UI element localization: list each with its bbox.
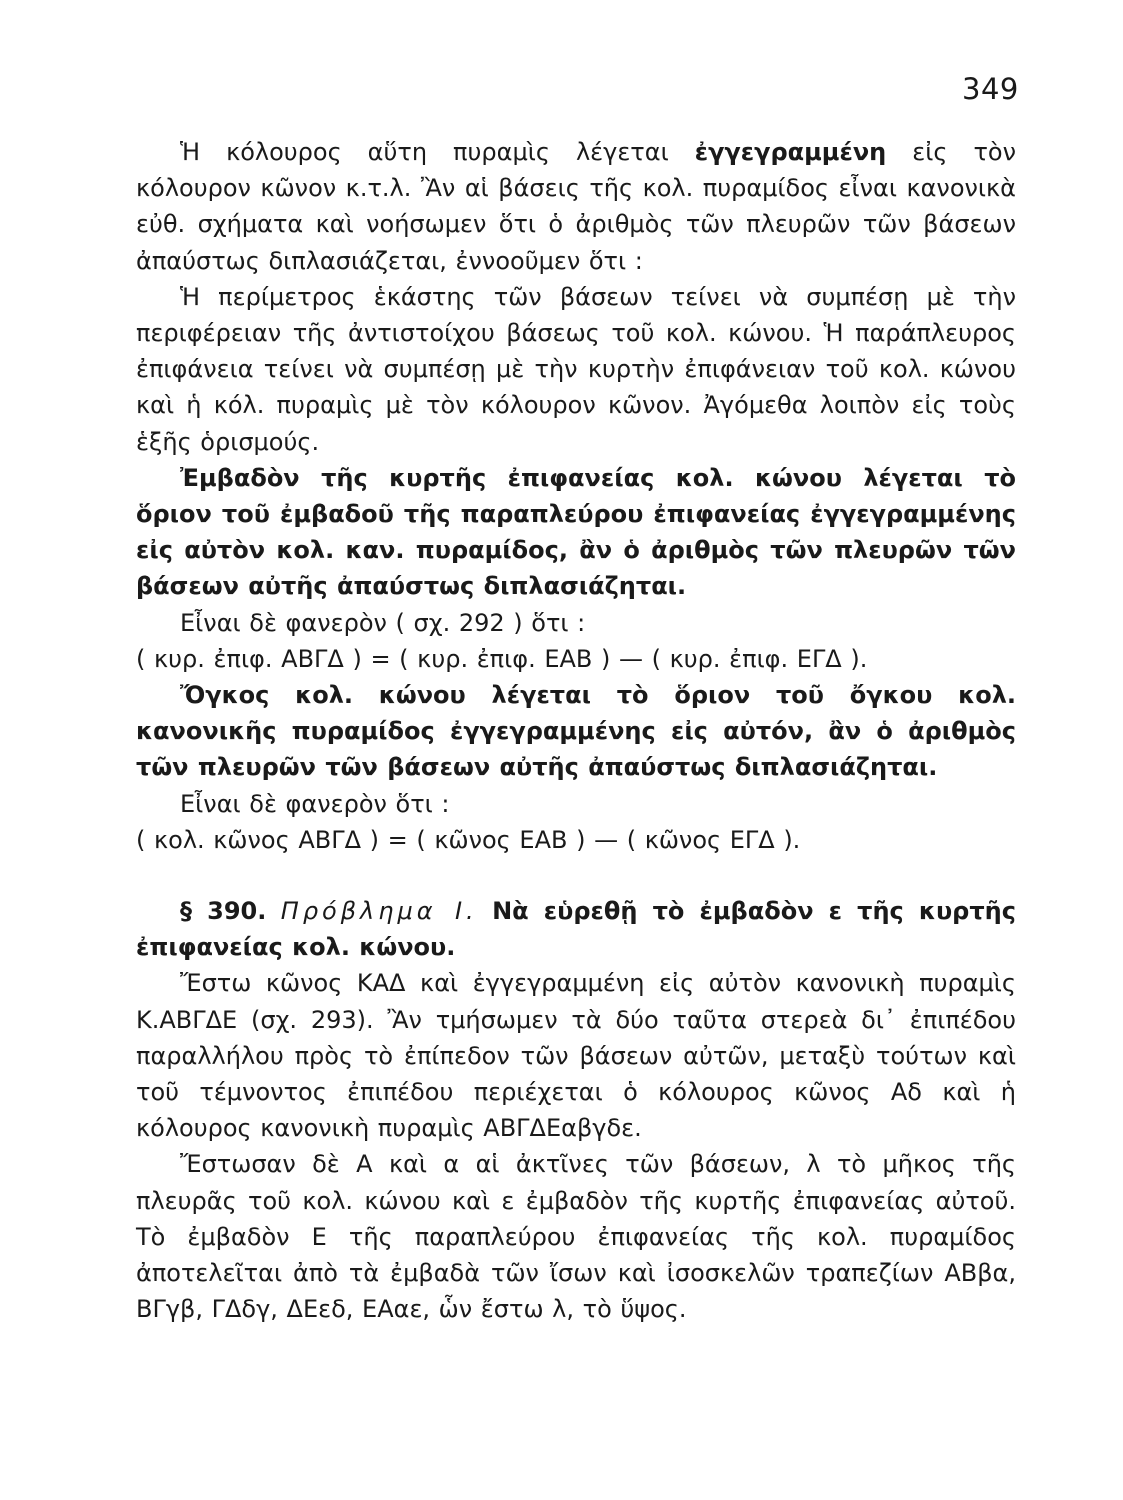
definition-lateral-surface: Ἐμβαδὸν τῆς κυρτῆς ἐπιφανείας κολ. κώνου λέγεται τὸ ὅριον τοῦ ἐμβαδοῦ τῆς παραπλεύρου ἐπιφανείας ἐγγεγραμμένης εἰς αὐτὸν κολ. καν. πυραμίδος, ἂν ὁ ἀριθμὸς τῶν πλευρῶν τῶν βάσεων αὐτῆς ἀπαύστως διπλασιάζηται.: [136, 463, 1016, 601]
paragraph-rest: εἰς τὸν κόλουρον κῶνον κ.τ.λ. Ἂν αἱ βάσεις τῆς κολ. πυραμίδος εἶναι κανονικὰ εὐθ. σχήματα καὶ νοήσωμεν ὅτι ὁ ἀριθμὸς τῶν πλευρῶν τῶν βάσεων ἀπαύστως διπλασιάζεται, ἐννοοῦμεν ὅτι :: [136, 138, 1016, 275]
statement-evident-2: Εἶναι δὲ φανερὸν ὅτι :: [180, 789, 450, 818]
page-body: [136, 134, 1016, 1328]
paragraph-inscribed-pyramid: [136, 134, 1016, 279]
section-heading-390: [136, 893, 1016, 965]
problem-label: Πρόβλημα Ι.: [280, 897, 478, 926]
problem-statement: Νὰ εὑρεθῇ τὸ ἐμβαδὸν ε τῆς κυρτῆς ἐπιφανείας κολ. κώνου.: [136, 897, 1016, 962]
formula-volume: ( κολ. κῶνος ΑΒΓΔ ) = ( κῶνος ΕΑΒ ) — ( κῶνος ΕΓΔ ).: [136, 825, 801, 854]
statement-evident-1: Εἶναι δὲ φανερὸν ( σχ. 292 ) ὅτι :: [180, 608, 586, 637]
section-spacer: [136, 858, 1016, 893]
paragraph-cone-setup: Ἔστω κῶνος ΚΑΔ καὶ ἐγγεγραμμένη εἰς αὐτὸν κανονικὴ πυραμὶς Κ.ΑΒΓΔΕ (σχ. 293). Ἂν τμήσωμεν τὰ δύο ταῦτα στερεὰ δι᾽ ἐπιπέδου παραλλήλου πρὸς τὸ ἐπίπεδον τῶν βάσεων αὐτῶν, μεταξὺ τούτων καὶ τοῦ τέμνοντος ἐπιπέδου περιέχεται ὁ κόλουρος κῶνος Αδ καὶ ἡ κόλουρος κανονικὴ πυραμὶς ΑΒΓΔΕαβγδε.: [136, 969, 1016, 1143]
page-number: 349: [962, 72, 1019, 106]
formula-surface: ( κυρ. ἐπιφ. ΑΒΓΔ ) = ( κυρ. ἐπιφ. ΕΑΒ ) — ( κυρ. ἐπιφ. ΕΓΔ ).: [136, 644, 868, 673]
paragraph-perimeter-limit: Ἡ περίμετρος ἑκάστης τῶν βάσεων τείνει νὰ συμπέσῃ μὲ τὴν περιφέρειαν τῆς ἀντιστοίχου βάσεως τοῦ κολ. κώνου. Ἡ παράπλευρος ἐπιφάνεια τείνει νὰ συμπέσῃ μὲ τὴν κυρτὴν ἐπιφάνειαν τοῦ κολ. κώνου καὶ ἡ κόλ. πυραμὶς μὲ τὸν κόλουρον κῶνον. Ἀγόμεθα λοιπὸν εἰς τοὺς ἑξῆς ὁρισμούς.: [136, 282, 1016, 456]
paragraph-lead: Ἡ κόλουρος αὕτη πυραμὶς λέγεται: [180, 138, 695, 166]
paragraph-notation: Ἔστωσαν δὲ Α καὶ α αἱ ἀκτῖνες τῶν βάσεων, λ τὸ μῆκος τῆς πλευρᾶς τοῦ κολ. κώνου καὶ ε ἐμβαδὸν τῆς κυρτῆς ἐπιφανείας αὐτοῦ. Τὸ ἐμβαδὸν Ε τῆς παραπλεύρου ἐπιφανείας τῆς κολ. πυραμίδος ἀποτελεῖται ἀπὸ τὰ ἐμβαδὰ τῶν ἴσων καὶ ἰσοσκελῶν τραπεζίων ΑΒβα, ΒΓγβ, ΓΔδγ, ΔΕεδ, ΕΑαε, ὧν ἔστω λ, τὸ ὕψος.: [136, 1150, 1016, 1324]
section-number: § 390.: [180, 897, 267, 926]
definition-volume: Ὄγκος κολ. κώνου λέγεται τὸ ὅριον τοῦ ὄγκου κολ. κανονικῆς πυραμίδος ἐγγεγραμμένης εἰς αὐτόν, ἂν ὁ ἀριθμὸς τῶν πλευρῶν τῶν βάσεων αὐτῆς ἀπαύστως διπλασιάζηται.: [136, 681, 1016, 782]
term-inscribed: ἐγγεγραμμένη: [694, 138, 887, 166]
